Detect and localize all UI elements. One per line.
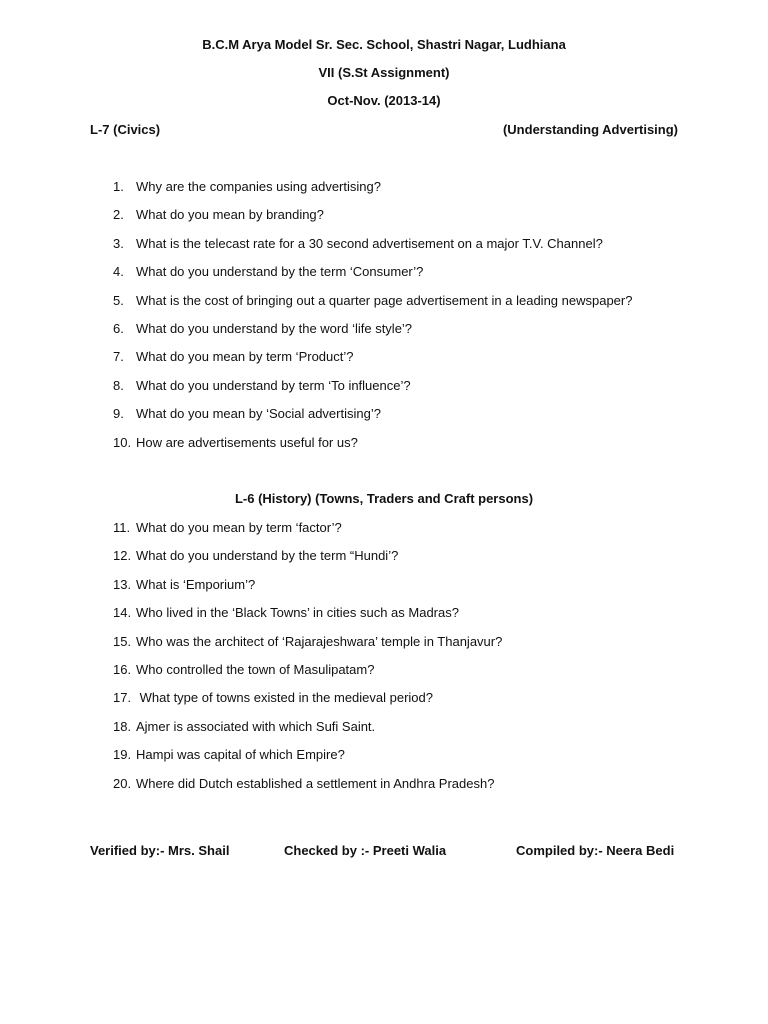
question-item xyxy=(113,207,713,222)
question-item xyxy=(113,747,713,762)
question-text: What do you mean by branding? xyxy=(136,207,324,223)
question-text: Who lived in the ‘Black Towns’ in cities such as Madras? xyxy=(136,605,459,621)
session-date: Oct-Nov. (2013-14) xyxy=(327,93,441,108)
question-item xyxy=(113,634,713,649)
question-item xyxy=(113,236,713,251)
question-text: What do you understand by the word ‘life style’? xyxy=(136,321,413,336)
question-number: 13. xyxy=(113,576,132,592)
question-item xyxy=(113,293,713,308)
question-number: 4. xyxy=(113,264,124,280)
lesson-civics-topic: (Understanding Advertising) xyxy=(502,122,678,137)
question-number: 1. xyxy=(113,179,124,194)
question-text: Hampi was capital of which Empire? xyxy=(136,747,345,763)
school-name: B.C.M Arya Model Sr. Sec. School, Shastri Nagar, Ludhiana xyxy=(202,37,566,52)
checked-by: Checked by :- Preeti Walia xyxy=(284,843,447,858)
question-text: Ajmer is associated with which Sufi Saint. xyxy=(136,718,376,734)
question-item xyxy=(113,605,713,620)
question-item xyxy=(113,690,713,705)
question-item xyxy=(113,378,713,393)
question-item xyxy=(113,264,713,279)
question-number: 3. xyxy=(113,235,124,251)
question-item xyxy=(113,321,713,336)
question-item xyxy=(113,435,713,450)
question-item xyxy=(113,577,713,592)
question-item xyxy=(113,719,713,734)
question-number: 7. xyxy=(113,349,124,365)
question-text: Who controlled the town of Masulipatam? xyxy=(136,662,375,677)
question-number: 15. xyxy=(113,633,132,649)
question-number: 19. xyxy=(113,747,132,763)
question-number: 14. xyxy=(113,605,132,621)
history-section-heading: L-6 (History) (Towns, Traders and Craft persons) xyxy=(234,491,534,506)
compiled-by: Compiled by:- Neera Bedi xyxy=(516,843,675,858)
question-text: Why are the companies using advertising? xyxy=(136,179,381,194)
question-number: 5. xyxy=(113,292,124,308)
question-number: 10. xyxy=(113,434,132,450)
question-number: 18. xyxy=(113,718,132,734)
question-text: Where did Dutch established a settlement in Andhra Pradesh? xyxy=(136,775,495,791)
question-text: What do you understand by the term “Hundi’? xyxy=(136,548,399,564)
question-item xyxy=(113,349,713,364)
lesson-civics-label: L-7 (Civics) xyxy=(90,122,161,137)
class-title: VII (S.St Assignment) xyxy=(318,65,450,80)
question-item xyxy=(113,179,713,194)
question-item xyxy=(113,776,713,791)
question-item xyxy=(113,406,713,421)
question-number: 6. xyxy=(113,321,124,336)
question-item xyxy=(113,662,713,677)
question-item xyxy=(113,520,713,535)
question-text: What do you mean by term ‘factor’? xyxy=(136,520,342,535)
question-item xyxy=(113,548,713,563)
question-text: What do you understand by term ‘To influence’? xyxy=(136,377,411,393)
question-number: 16. xyxy=(113,662,132,677)
question-number: 2. xyxy=(113,207,124,223)
question-text: What do you mean by ‘Social advertising’? xyxy=(136,406,381,422)
question-text: How are advertisements useful for us? xyxy=(136,434,358,450)
question-text: What type of towns existed in the medieval period? xyxy=(136,690,433,706)
question-number: 9. xyxy=(113,406,124,422)
question-text: Who was the architect of ‘Rajarajeshwara’ temple in Thanjavur? xyxy=(136,633,503,649)
question-number: 17. xyxy=(113,690,132,706)
question-text: What is the telecast rate for a 30 second advertisement on a major T.V. Channel? xyxy=(136,235,603,251)
question-text: What do you understand by the term ‘Consumer’? xyxy=(136,264,424,280)
question-number: 8. xyxy=(113,377,124,393)
question-text: What is the cost of bringing out a quarter page advertisement in a leading newspaper? xyxy=(136,292,633,308)
question-text: What do you mean by term ‘Product’? xyxy=(136,349,354,365)
question-text: What is ‘Emporium’? xyxy=(136,576,256,592)
verified-by: Verified by:- Mrs. Shail xyxy=(90,843,230,858)
question-number: 11. xyxy=(113,520,131,535)
question-number: 20. xyxy=(113,775,132,791)
question-number: 12. xyxy=(113,548,132,564)
